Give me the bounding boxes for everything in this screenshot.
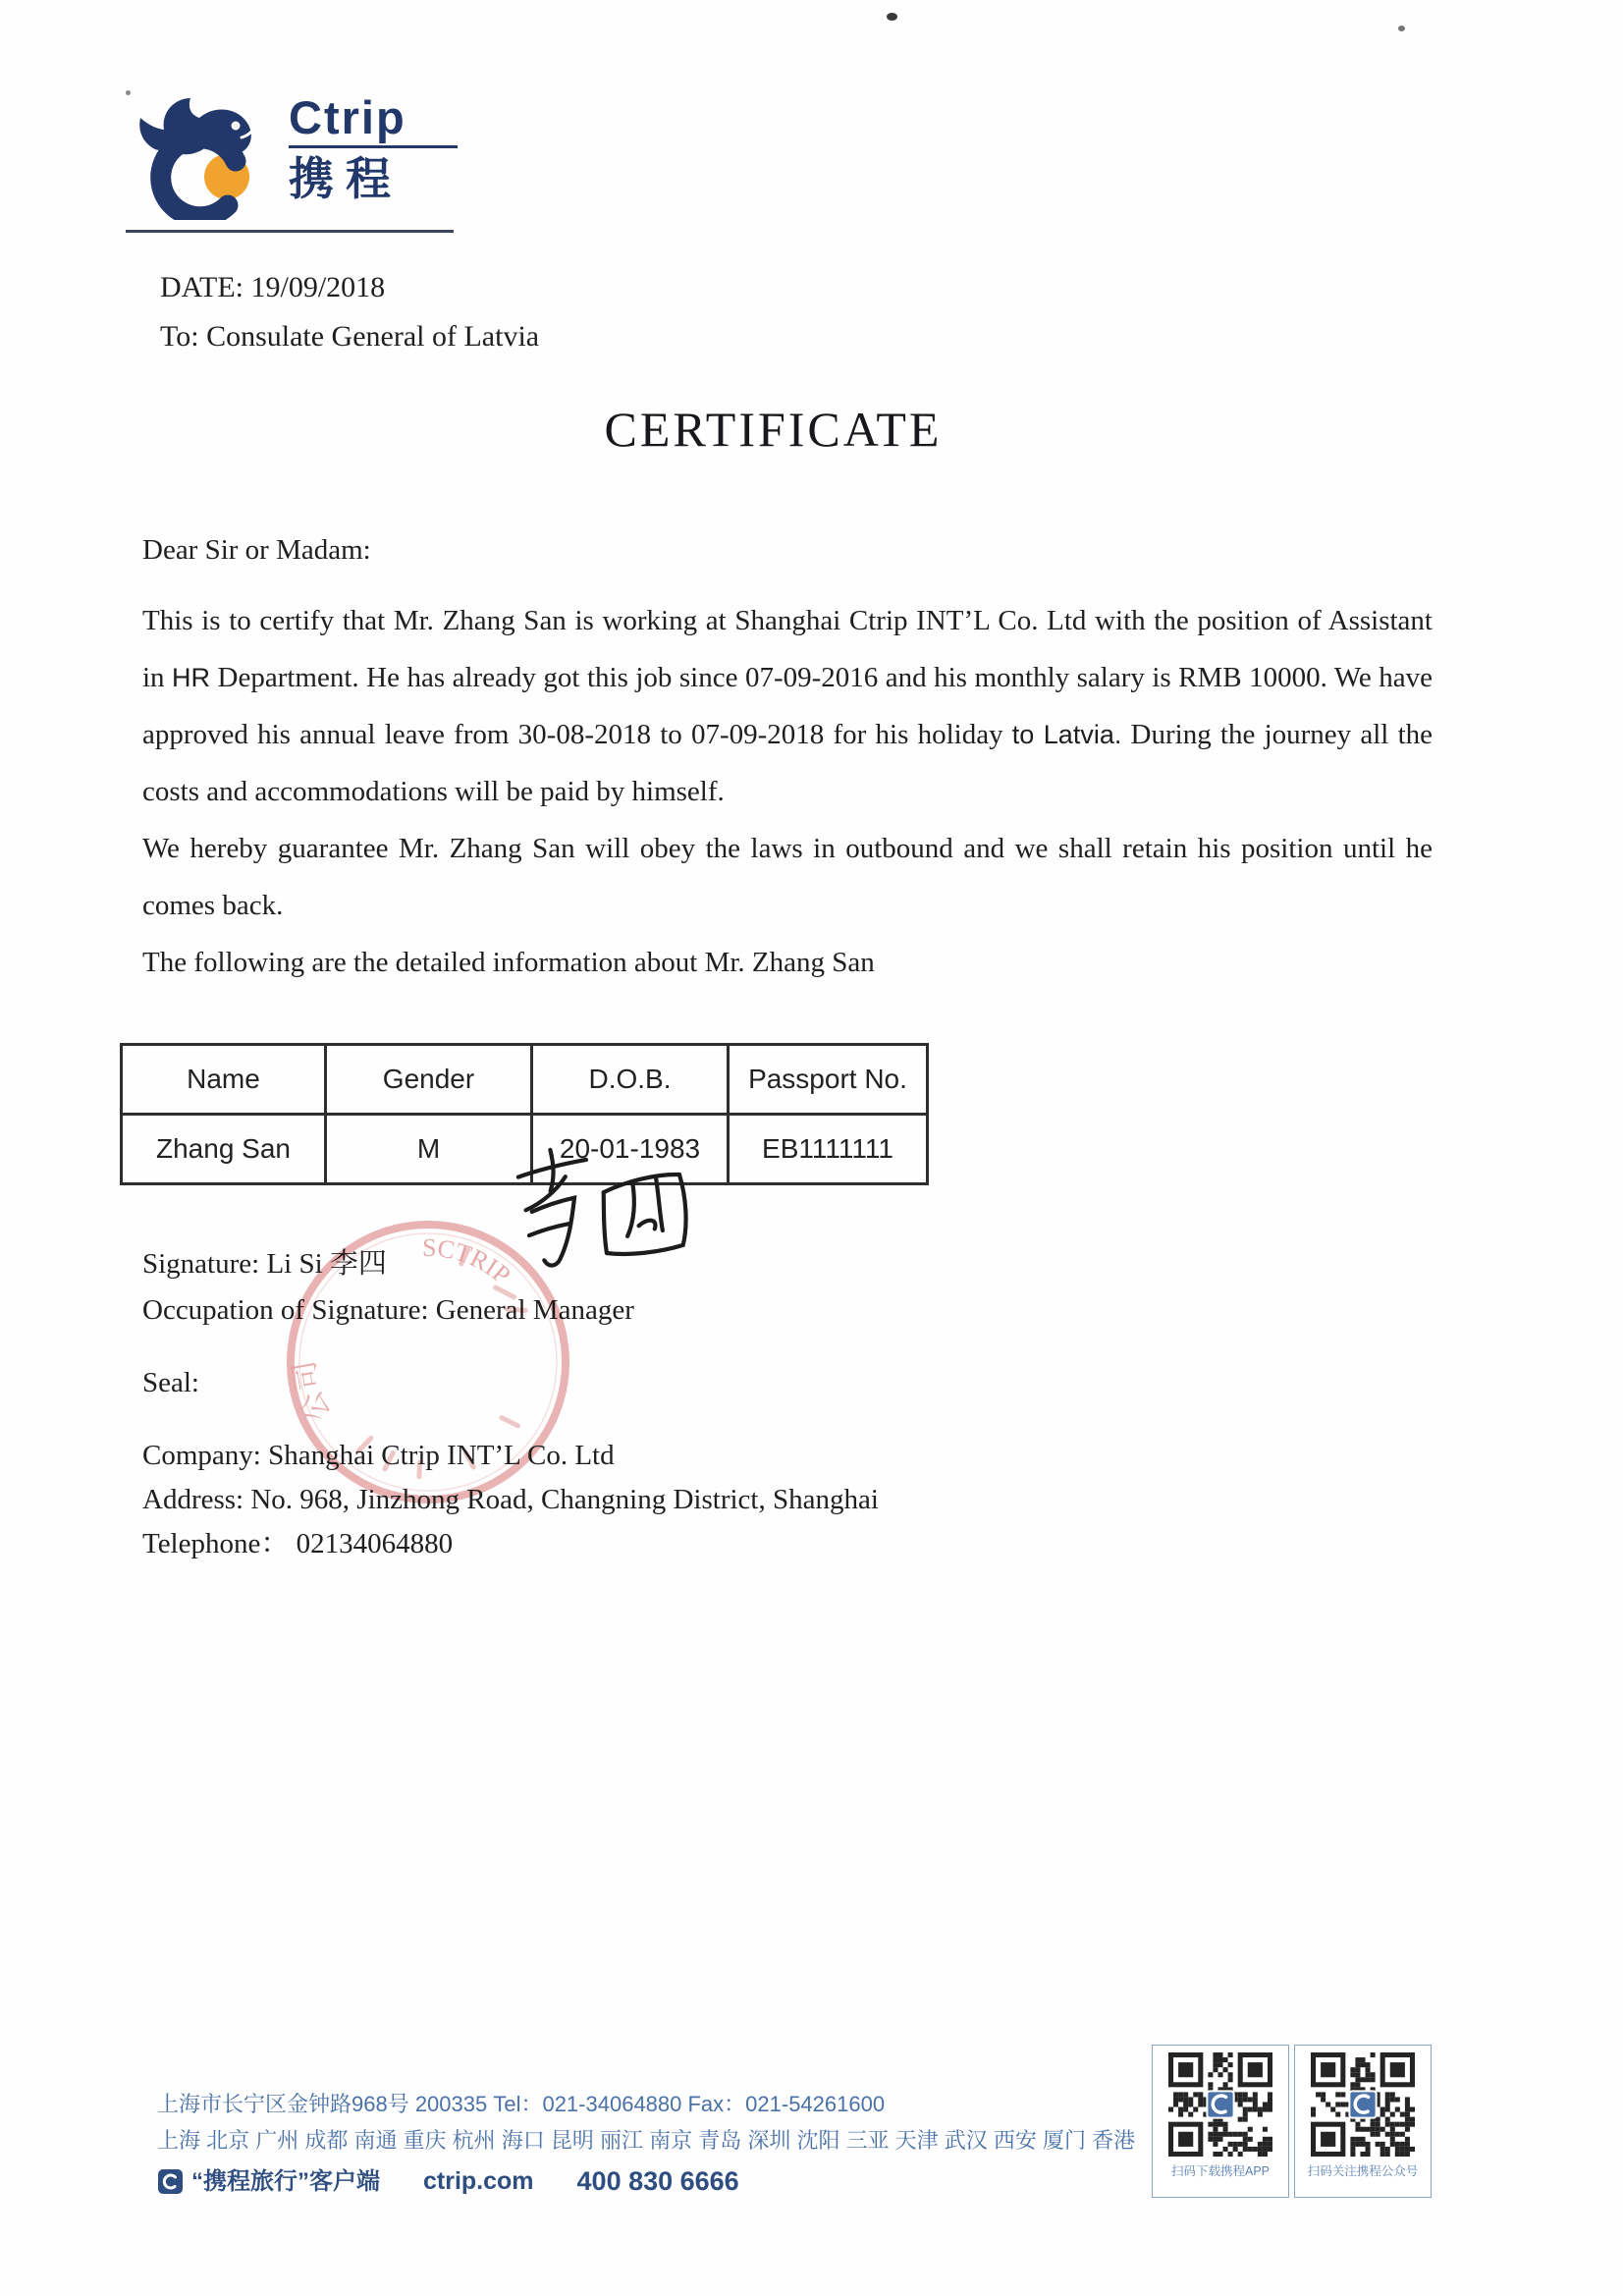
- para1-destination: to Latvia.: [1011, 720, 1122, 749]
- footer: [157, 2086, 1139, 2200]
- header-dob: D.O.B.: [532, 1045, 729, 1115]
- footer-hotline: 400 830 6666: [576, 2166, 739, 2196]
- company-line: Company: Shanghai Ctrip INT’L Co. Ltd: [142, 1440, 615, 1471]
- qr-download-app: [1152, 2045, 1289, 2198]
- footer-brand-line: [157, 2163, 1139, 2200]
- paragraph-employment: [142, 592, 1433, 820]
- ctrip-brand-cn: 携程: [289, 153, 403, 204]
- qr-code-image: [1168, 2052, 1272, 2157]
- logo-bottom-rule: [126, 230, 454, 233]
- qr-caption: 扫码关注携程公众号: [1307, 2164, 1419, 2178]
- para1-hr: HR: [172, 663, 211, 692]
- scan-speck: [887, 13, 897, 21]
- header-gender: Gender: [326, 1045, 532, 1115]
- footer-app-label: “携程旅行”客户端: [191, 2168, 380, 2195]
- scan-speck: [126, 90, 131, 95]
- ctrip-app-icon: [157, 2168, 184, 2195]
- qr-follow-account: [1294, 2045, 1432, 2198]
- paragraph-guarantee: We hereby guarantee Mr. Zhang San will obey the laws in outbound and we shall retain his position until he comes back.: [142, 833, 1433, 921]
- svg-text:公司: [286, 1355, 339, 1428]
- qr-caption: 扫码下载携程APP: [1170, 2164, 1270, 2178]
- footer-site: ctrip.com: [423, 2167, 534, 2195]
- handwritten-signature: [499, 1132, 713, 1300]
- seal-label: Seal:: [142, 1367, 199, 1398]
- table-header-row: [122, 1045, 928, 1115]
- header-name: Name: [122, 1045, 326, 1115]
- company-block: [142, 1434, 879, 1566]
- ctrip-dolphin-icon: [126, 90, 281, 220]
- telephone-line: Telephone： 02134064880: [142, 1528, 454, 1559]
- addressee-line: To: Consulate General of Latvia: [160, 320, 540, 353]
- date-line: DATE: 19/09/2018: [160, 271, 386, 303]
- para1-segment: This is to certify that Mr. Zhang San is working at Shanghai Ctrip INT’L Co. Ltd with the position of Assistant in: [142, 605, 1433, 693]
- cell-dob: 20-01-1983: [532, 1115, 729, 1184]
- header-passport: Passport No.: [729, 1045, 928, 1115]
- seal-cn-fragment: 公司: [288, 1358, 338, 1427]
- ctrip-brand-en: Ctrip: [289, 91, 406, 143]
- footer-cities-line: 上海 北京 广州 成都 南通 重庆 杭州 海口 昆明 丽江 南京 青岛 深圳 沈阳 三亚 天津 武汉 西安 厦门 香港: [157, 2128, 1136, 2153]
- seal-latin-fragment: SCTRIP: [421, 1232, 516, 1290]
- table-intro-line: The following are the detailed information about Mr. Zhang San: [142, 947, 875, 978]
- cell-passport: EB1111111: [729, 1115, 928, 1184]
- document-title: CERTIFICATE: [604, 402, 943, 457]
- occupation-line: Occupation of Signature: General Manager: [142, 1294, 634, 1326]
- para1-segment: Department. He has already got this job since 07-09-2016 and his monthly salary is RMB 10000. We have approved his annual leave from 30-08-2018 to 07-09-2018 for his holiday: [142, 662, 1433, 750]
- footer-address-line: 上海市长宁区金钟路968号 200335 Tel：021-34064880 Fax：021-54261600: [157, 2092, 886, 2116]
- letter-body: [142, 521, 1433, 991]
- qr-code-image: [1311, 2052, 1415, 2157]
- address-line: Address: No. 968, Jinzhong Road, Changning District, Shanghai: [142, 1484, 879, 1515]
- scan-speck: [1398, 26, 1405, 31]
- salutation: Dear Sir or Madam:: [142, 534, 371, 566]
- ctrip-logo: [126, 90, 460, 233]
- para1-segment: During the journey all the costs and accommodations will be paid by himself.: [142, 719, 1434, 807]
- logo-underline: [289, 145, 458, 148]
- cell-name: Zhang San: [122, 1115, 326, 1184]
- cell-gender: M: [326, 1115, 532, 1184]
- signature-line: Signature: Li Si 李四: [142, 1248, 387, 1280]
- handwritten-signature-text: [0, 0, 1, 1]
